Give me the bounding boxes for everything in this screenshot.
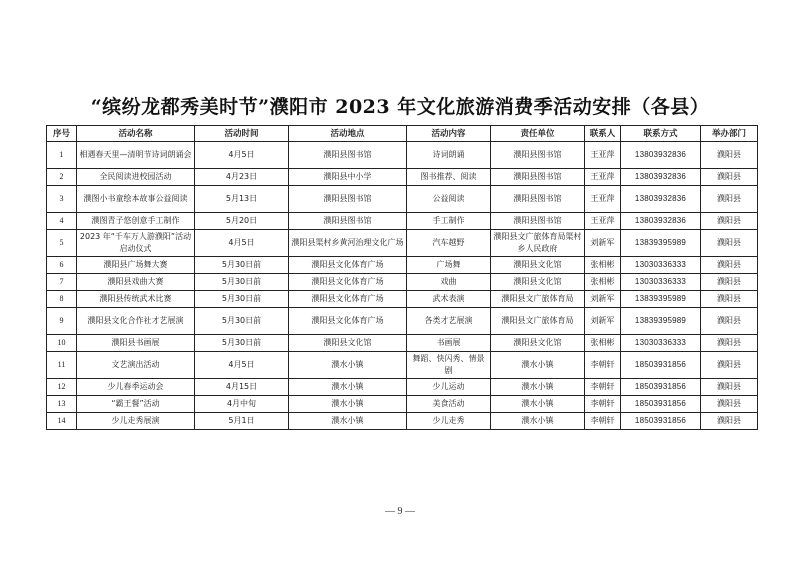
row-number-cell: 5 [47,230,77,257]
row-number-cell: 14 [47,413,77,430]
activity-name-cell: 濮阳县戏曲大赛 [77,274,195,291]
activity-time-cell: 4月5日 [195,352,289,379]
contact-phone-cell: 13803932836 [621,186,701,213]
organizer-cell: 濮阳县 [701,335,758,352]
activity-time-cell: 4月中旬 [195,396,289,413]
contact-phone-cell: 13030336333 [621,257,701,274]
activity-schedule-table [46,125,758,430]
activity-time-cell: 5月30日前 [195,308,289,335]
table-row [47,291,758,308]
activity-location-cell: 濮阳县渠村乡黄河治理文化广场 [289,230,407,257]
organizer-cell: 濮阳县 [701,213,758,230]
responsible-unit-cell: 濮阳县文化馆 [491,274,585,291]
activity-location-cell: 濮水小镇 [289,413,407,430]
header-cell: 活动内容 [407,126,491,142]
activity-time-cell: 4月15日 [195,379,289,396]
activity-content-cell: 美食活动 [407,396,491,413]
contact-person-cell: 刘新军 [585,230,621,257]
contact-person-cell: 张相彬 [585,274,621,291]
row-number-cell: 4 [47,213,77,230]
contact-phone-cell: 13839395989 [621,308,701,335]
activity-time-cell: 5月30日前 [195,274,289,291]
organizer-cell: 濮阳县 [701,379,758,396]
activity-name-cell: 濮阳县文化合作社才艺展演 [77,308,195,335]
activity-time-cell: 5月30日前 [195,257,289,274]
contact-phone-cell: 13803932836 [621,142,701,169]
activity-name-cell: 濮图青子悠创意手工制作 [77,213,195,230]
contact-person-cell: 王亚萍 [585,169,621,186]
responsible-unit-cell: 濮阳县文化馆 [491,257,585,274]
activity-location-cell: 濮水小镇 [289,396,407,413]
activity-name-cell: 少儿走秀展演 [77,413,195,430]
contact-person-cell: 张相彬 [585,335,621,352]
contact-phone-cell: 13803932836 [621,213,701,230]
activity-location-cell: 濮阳县文化馆 [289,335,407,352]
contact-person-cell: 李朝轩 [585,413,621,430]
table-row [47,186,758,213]
responsible-unit-cell: 濮阳县文广旅体育局 [491,291,585,308]
row-number-cell: 12 [47,379,77,396]
organizer-cell: 濮阳县 [701,413,758,430]
row-number-cell: 3 [47,186,77,213]
activity-location-cell: 濮阳县图书馆 [289,213,407,230]
responsible-unit-cell: 濮阳县文广旅体育局渠村乡人民政府 [491,230,585,257]
row-number-cell: 11 [47,352,77,379]
table-row [47,308,758,335]
contact-person-cell: 李朝轩 [585,396,621,413]
contact-phone-cell: 13030336333 [621,335,701,352]
row-number-cell: 1 [47,142,77,169]
activity-content-cell: 手工制作 [407,213,491,230]
activity-time-cell: 4月5日 [195,230,289,257]
contact-phone-cell: 13803932836 [621,169,701,186]
activity-time-cell: 4月23日 [195,169,289,186]
responsible-unit-cell: 濮阳县图书馆 [491,213,585,230]
table-row [47,274,758,291]
activity-location-cell: 濮阳县图书馆 [289,186,407,213]
activity-time-cell: 5月30日前 [195,335,289,352]
responsible-unit-cell: 濮水小镇 [491,352,585,379]
activity-name-cell: “霸王餐”活动 [77,396,195,413]
organizer-cell: 濮阳县 [701,352,758,379]
organizer-cell: 濮阳县 [701,291,758,308]
activity-content-cell: 戏曲 [407,274,491,291]
activity-content-cell: 书画展 [407,335,491,352]
header-cell: 活动时间 [195,126,289,142]
activity-name-cell: 少儿春季运动会 [77,379,195,396]
page-number: — 9 — [385,506,415,517]
contact-person-cell: 王亚萍 [585,186,621,213]
contact-person-cell: 王亚萍 [585,213,621,230]
contact-phone-cell: 18503931856 [621,396,701,413]
contact-phone-cell: 13030336333 [621,274,701,291]
contact-phone-cell: 13839395989 [621,291,701,308]
activity-location-cell: 濮阳县文化体育广场 [289,291,407,308]
table-row [47,142,758,169]
responsible-unit-cell: 濮水小镇 [491,413,585,430]
table-row [47,352,758,379]
activity-time-cell: 4月5日 [195,142,289,169]
activity-content-cell: 诗词朗诵 [407,142,491,169]
activity-location-cell: 濮水小镇 [289,352,407,379]
activity-time-cell: 5月13日 [195,186,289,213]
row-number-cell: 8 [47,291,77,308]
organizer-cell: 濮阳县 [701,169,758,186]
responsible-unit-cell: 濮阳县图书馆 [491,142,585,169]
activity-location-cell: 濮阳县文化体育广场 [289,274,407,291]
organizer-cell: 濮阳县 [701,142,758,169]
activity-time-cell: 5月1日 [195,413,289,430]
contact-phone-cell: 18503931856 [621,379,701,396]
activity-content-cell: 武术表演 [407,291,491,308]
responsible-unit-cell: 濮水小镇 [491,379,585,396]
activity-name-cell: 全民阅读进校园活动 [77,169,195,186]
responsible-unit-cell: 濮阳县图书馆 [491,186,585,213]
table-row [47,379,758,396]
header-cell: 责任单位 [491,126,585,142]
contact-phone-cell: 18503931856 [621,413,701,430]
table-header-row [47,126,758,142]
contact-person-cell: 李朝轩 [585,352,621,379]
table-row [47,230,758,257]
contact-phone-cell: 18503931856 [621,352,701,379]
contact-person-cell: 刘新军 [585,308,621,335]
responsible-unit-cell: 濮阳县图书馆 [491,169,585,186]
activity-content-cell: 少儿走秀 [407,413,491,430]
activity-time-cell: 5月30日前 [195,291,289,308]
row-number-cell: 10 [47,335,77,352]
responsible-unit-cell: 濮阳县文广旅体育局 [491,308,585,335]
contact-person-cell: 刘新军 [585,291,621,308]
responsible-unit-cell: 濮水小镇 [491,396,585,413]
organizer-cell: 濮阳县 [701,274,758,291]
row-number-cell: 7 [47,274,77,291]
row-number-cell: 2 [47,169,77,186]
row-number-cell: 6 [47,257,77,274]
table-row [47,169,758,186]
table-row [47,413,758,430]
row-number-cell: 13 [47,396,77,413]
activity-content-cell: 少儿运动 [407,379,491,396]
row-number-cell: 9 [47,308,77,335]
activity-content-cell: 公益阅读 [407,186,491,213]
responsible-unit-cell: 濮阳县文化馆 [491,335,585,352]
header-cell: 序号 [47,126,77,142]
header-cell: 联系人 [585,126,621,142]
organizer-cell: 濮阳县 [701,230,758,257]
header-cell: 活动名称 [77,126,195,142]
activity-name-cell: 濮阳县书画展 [77,335,195,352]
organizer-cell: 濮阳县 [701,257,758,274]
activity-content-cell: 广场舞 [407,257,491,274]
organizer-cell: 濮阳县 [701,186,758,213]
table-row [47,257,758,274]
activity-content-cell: 各类才艺展演 [407,308,491,335]
activity-location-cell: 濮阳县图书馆 [289,142,407,169]
activity-location-cell: 濮阳县中小学 [289,169,407,186]
activity-location-cell: 濮阳县文化体育广场 [289,257,407,274]
activity-time-cell: 5月20日 [195,213,289,230]
organizer-cell: 濮阳县 [701,308,758,335]
table-row [47,213,758,230]
header-cell: 联系方式 [621,126,701,142]
contact-person-cell: 李朝轩 [585,379,621,396]
header-cell: 活动地点 [289,126,407,142]
activity-location-cell: 濮水小镇 [289,379,407,396]
activity-content-cell: 图书推荐、阅读 [407,169,491,186]
table-row [47,335,758,352]
activity-name-cell: 文艺演出活动 [77,352,195,379]
organizer-cell: 濮阳县 [701,396,758,413]
activity-name-cell: 相遇春天里—清明节诗词朗诵会 [77,142,195,169]
contact-person-cell: 张相彬 [585,257,621,274]
contact-person-cell: 王亚萍 [585,142,621,169]
document-title: “缤纷龙都秀美时节”濮阳市 2023 年文化旅游消费季活动安排（各县） [90,96,710,118]
activity-name-cell: 濮阳县广场舞大赛 [77,257,195,274]
table-row [47,396,758,413]
activity-name-cell: 2023 年“千车万人游濮阳”活动启动仪式 [77,230,195,257]
activity-content-cell: 舞蹈、快闪秀、情景剧 [407,352,491,379]
activity-name-cell: 濮图小书童绘本故事公益阅读 [77,186,195,213]
header-cell: 举办部门 [701,126,758,142]
activity-location-cell: 濮阳县文化体育广场 [289,308,407,335]
activity-content-cell: 汽车越野 [407,230,491,257]
activity-name-cell: 濮阳县传统武术比赛 [77,291,195,308]
contact-phone-cell: 13839395989 [621,230,701,257]
